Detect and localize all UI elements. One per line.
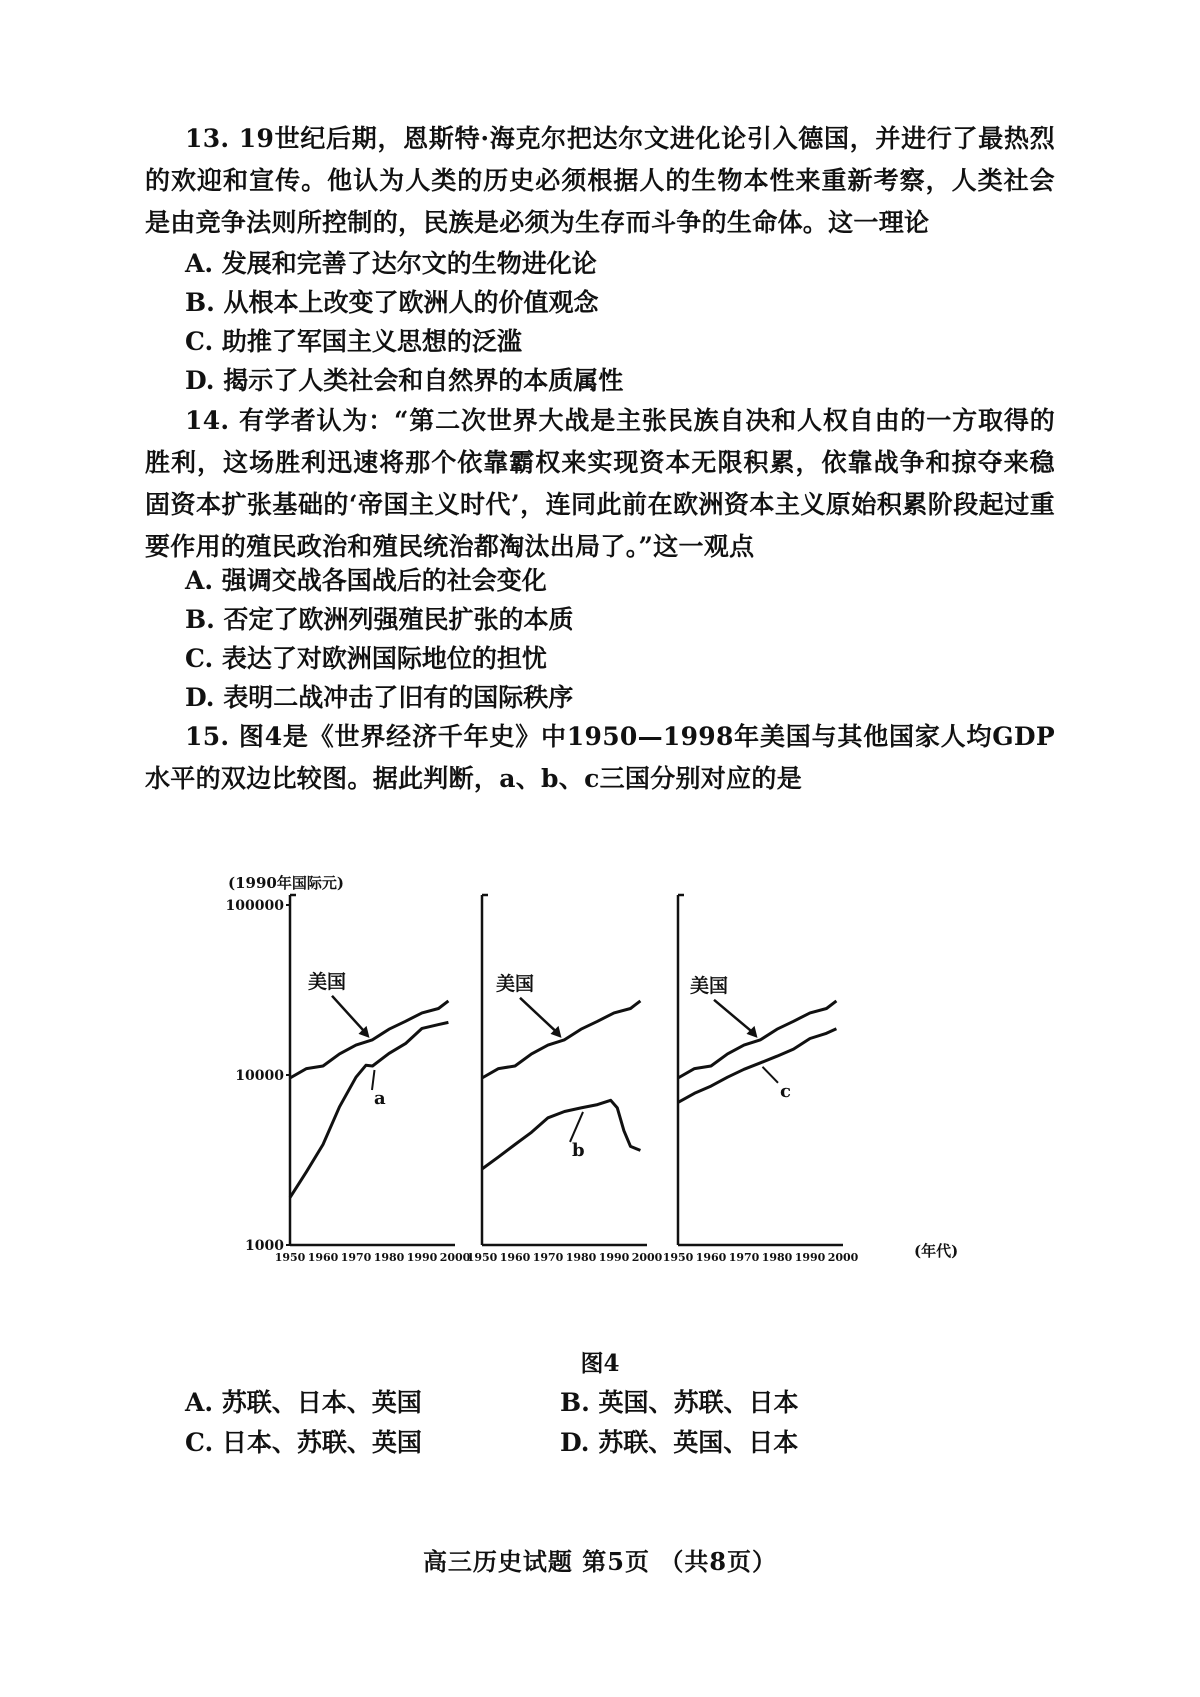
x-unit-label: (年代) [914,1242,959,1260]
question-15-stem: 15. 图4是《世界经济千年史》中1950—1998年美国与其他国家人均GDP水平的双边比较图。据此判断，a、b、c三国分别对应的是 [145,722,1055,793]
series-line-2-usa [482,1001,640,1078]
x-tick-label-3-1950: 1950 [662,1251,694,1264]
series-label-1-a: a [374,1087,386,1109]
q15-option-c: C. 日本、苏联、英国 [185,1428,422,1457]
series-label-3-usa: 美国 [690,974,729,997]
x-tick-label-1-1990: 1990 [406,1251,438,1264]
q14-option-a: A. 强调交战各国战后的社会变化 [185,566,547,595]
q13-option-d: D. 揭示了人类社会和自然界的本质属性 [185,366,624,395]
q15-option-d: D. 苏联、英国、日本 [560,1428,799,1457]
x-tick-label-1-1960: 1960 [307,1251,339,1264]
series-leader-2-b [570,1112,583,1142]
x-tick-label-3-1990: 1990 [794,1251,826,1264]
question-14-stem: 14. 有学者认为：“第二次世界大战是主张民族自决和人权自由的一方取得的胜利，这场胜利迅速将那个依靠霸权来实现资本无限积累，依靠战争和掠夺来稳固资本扩张基础的‘帝国主义时代’，连同此前在欧洲资本主义原始积累阶段起过重要作用的殖民政治和殖民统治都淘汰出局了。”这一观点 [145,406,1055,561]
y-tick-label-100000: 100000 [225,898,284,914]
series-line-1-a [290,1022,448,1197]
x-tick-label-1-1970: 1970 [340,1251,372,1264]
x-tick-label-3-1980: 1980 [761,1251,793,1264]
x-tick-label-1-2000: 2000 [439,1251,471,1264]
series-arrow-2-usa [520,998,559,1034]
q14-option-c: C. 表达了对欧洲国际地位的担忧 [185,644,547,673]
x-tick-label-1-1980: 1980 [373,1251,405,1264]
page-footer: 高三历史试题 第5页 （共8页） [422,1547,778,1576]
x-tick-label-3-1960: 1960 [695,1251,727,1264]
q15-option-a: A. 苏联、日本、英国 [185,1388,422,1417]
series-line-2-b [482,1100,640,1169]
x-tick-label-1-1950: 1950 [274,1251,306,1264]
question-13-stem: 13. 19世纪后期，恩斯特·海克尔把达尔文进化论引入德国，并进行了最热烈的欢迎和宣传。他认为人类的历史必须根据人的生物本性来重新考察，人类社会是由竞争法则所控制的，民族是必须为生存而斗争的生命体。这一理论 [145,124,1055,237]
x-tick-label-2-1950: 1950 [466,1251,498,1264]
q13-option-b: B. 从根本上改变了欧洲人的价值观念 [185,288,599,317]
x-tick-label-2-1990: 1990 [598,1251,630,1264]
gdp-comparison-chart [220,870,1000,1340]
x-tick-label-3-1970: 1970 [728,1251,760,1264]
y-tick-label-10000: 10000 [235,1068,284,1084]
q13-option-a: A. 发展和完善了达尔文的生物进化论 [185,249,597,278]
series-label-1-usa: 美国 [308,970,347,993]
x-tick-label-2-1970: 1970 [532,1251,564,1264]
series-label-2-usa: 美国 [496,972,535,995]
series-arrow-1-usa [332,996,367,1034]
series-leader-1-a [372,1070,375,1090]
series-label-3-c: c [780,1080,791,1102]
chart-panels [226,895,859,1264]
x-tick-label-3-2000: 2000 [827,1251,859,1264]
y-tick-label-1000: 1000 [245,1238,284,1254]
series-arrow-3-usa [714,1000,755,1034]
q14-option-d: D. 表明二战冲击了旧有的国际秩序 [185,683,574,712]
series-label-2-b: b [572,1139,585,1161]
x-tick-label-2-2000: 2000 [631,1251,663,1264]
q14-option-b: B. 否定了欧洲列强殖民扩张的本质 [185,605,574,634]
q15-option-b: B. 英国、苏联、日本 [560,1388,799,1417]
series-line-3-usa [678,1001,836,1078]
q13-option-c: C. 助推了军国主义思想的泛滥 [185,327,522,356]
x-tick-label-2-1960: 1960 [499,1251,531,1264]
y-unit-label: (1990年国际元) [228,874,344,892]
series-leader-3-c [763,1067,779,1083]
x-tick-label-2-1980: 1980 [565,1251,597,1264]
figure-caption: 图4 [580,1350,620,1377]
